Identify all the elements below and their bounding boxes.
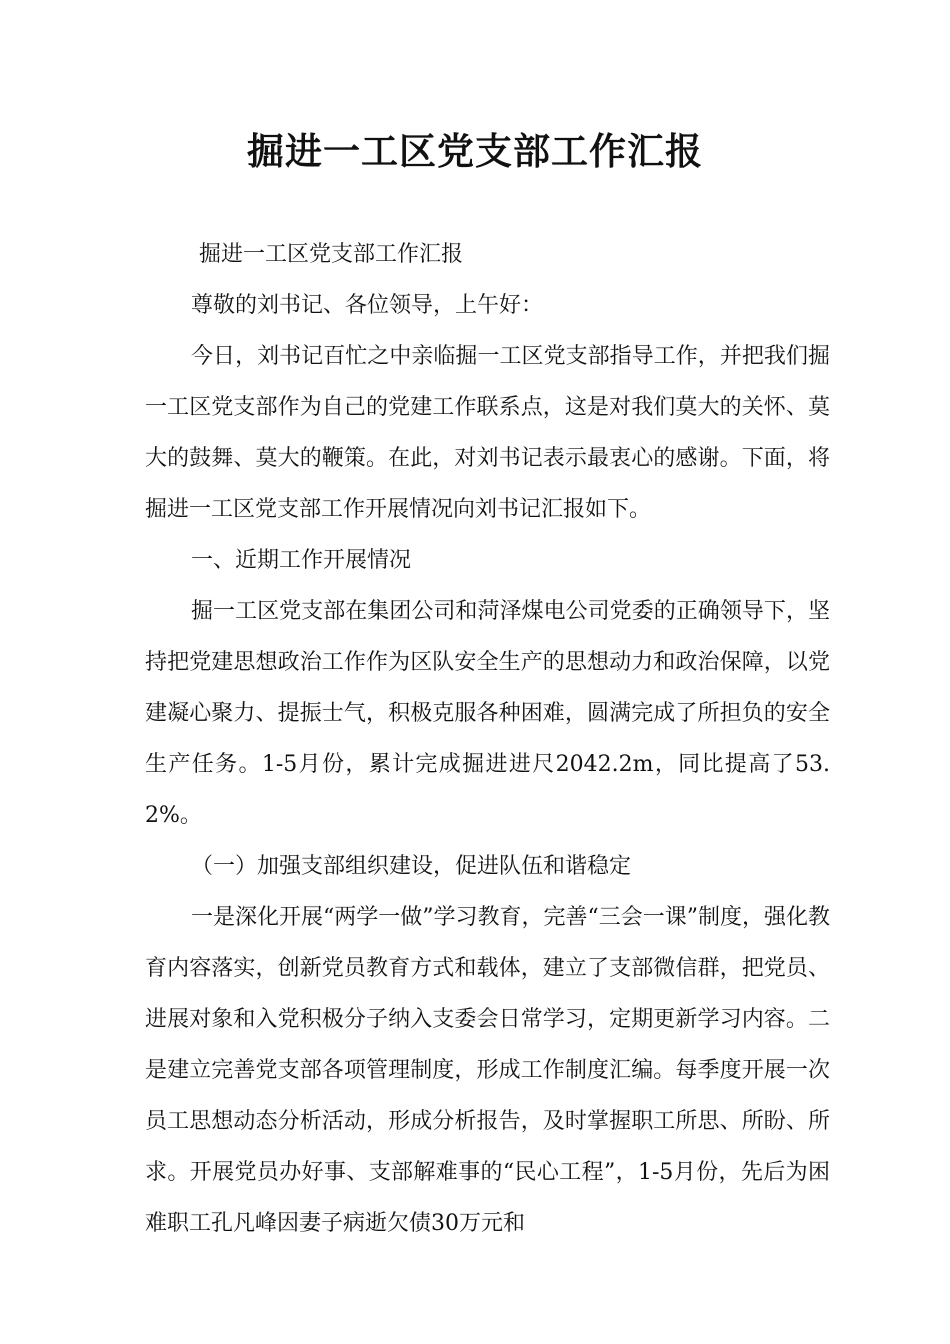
paragraph-organization-details: 一是深化开展“两学一做”学习教育，完善“三会一课”制度，强化教育内容落实，创新党员教育方式和载体，建立了支部微信群，把党员、进展对象和入党积极分子纳入支委会日常学习，定期更新学习内容。二是建立完善党支部各项管理制度，形成工作制度汇编。每季度开展一次员工思想动态分析活动，形成分析报告，及时掌握职工所思、所盼、所求。开展党员办好事、支部解难事的“民心工程”，1-5月份，先后为困难职工孔凡峰因妻子病逝欠债30万元和 [145,905,830,1236]
document-title: 掘进一工区党支部工作汇报 [247,130,703,173]
subsection-heading-organization: （一）加强支部组织建设，促进队伍和谐稳定 [191,854,632,879]
paragraph-work-summary: 掘一工区党支部在集团公司和菏泽煤电公司党委的正确领导下，坚持把党建思想政治工作作为区队安全生产的思想动力和政治保障，以党建凝心聚力、提振士气，积极克服各种困难，圆满完成了所担负的安全生产任务。1-5月份，累计完成掘进进尺2042.2m，同比提高了53.2%。 [145,599,830,828]
paragraph-repeat-title: 掘进一工区党支部工作汇报 [199,242,464,267]
section-heading-recent-work: 一、近期工作开展情况 [191,548,412,573]
paragraph-introduction: 今日，刘书记百忙之中亲临掘一工区党支部指导工作，并把我们掘一工区党支部作为自己的党建工作联系点，这是对我们莫大的关怀、莫大的鼓舞、莫大的鞭策。在此，对刘书记表示最衷心的感谢。下面，将掘进一工区党支部工作开展情况向刘书记汇报如下。 [145,344,830,522]
document-body [145,229,830,1249]
paragraph-greeting: 尊敬的刘书记、各位领导，上午好： [191,293,544,318]
